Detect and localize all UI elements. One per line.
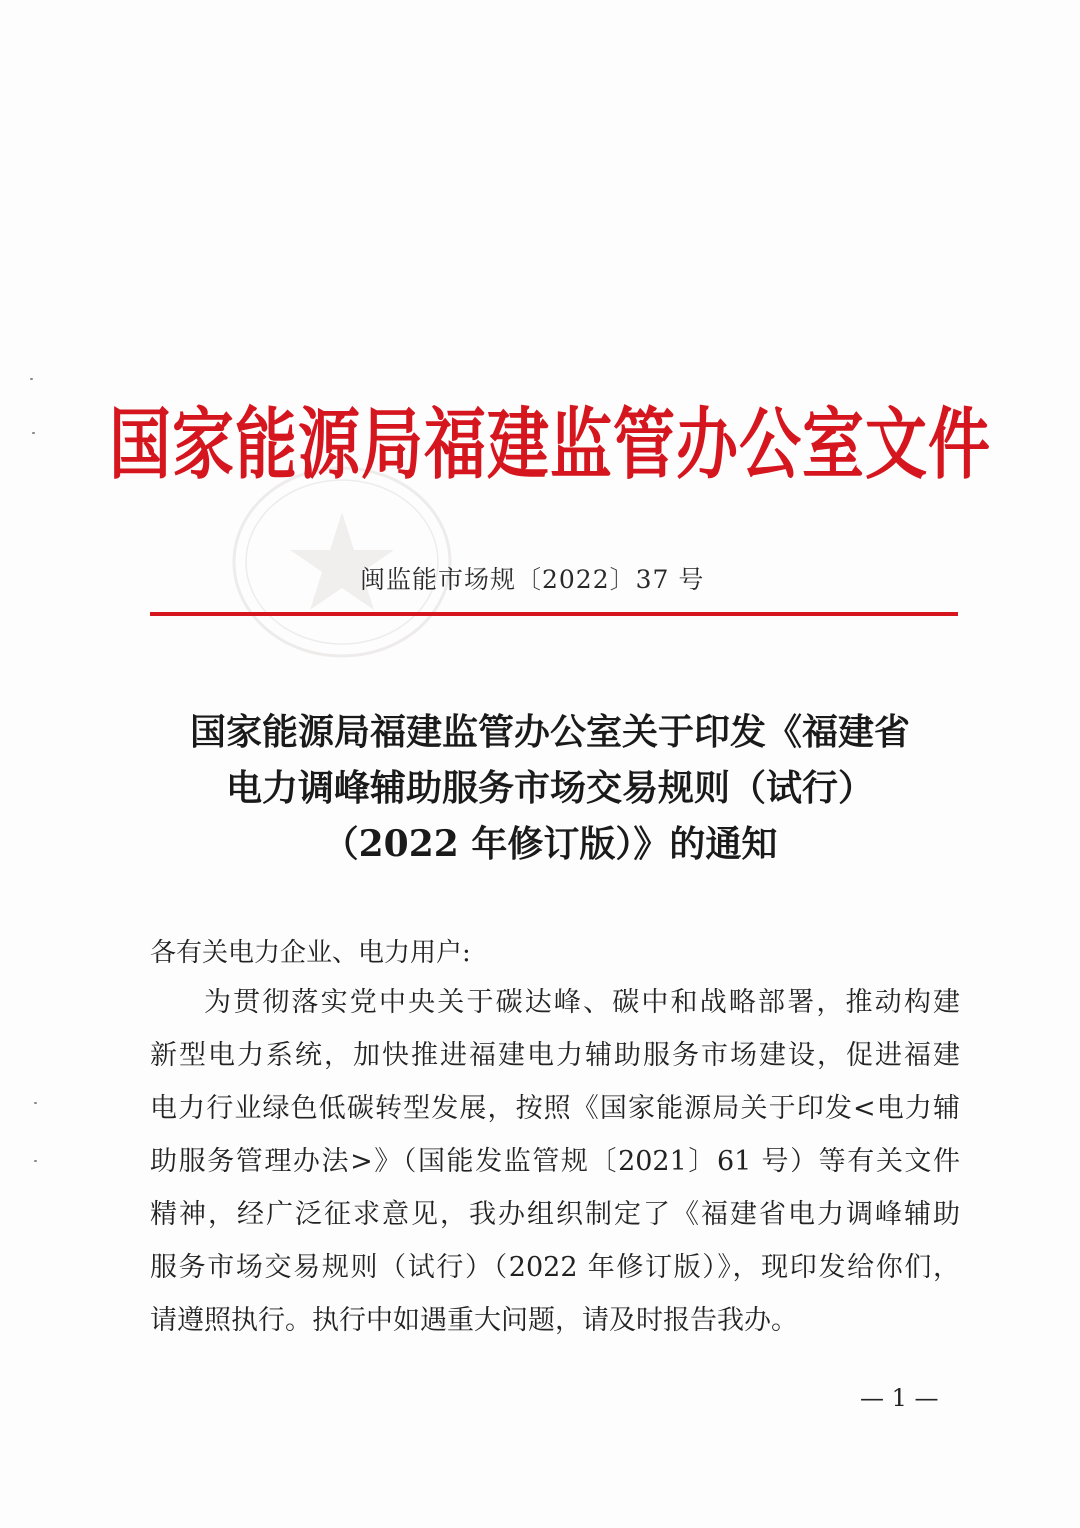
document-header-title: 国家能源局福建监管办公室文件: [109, 397, 992, 489]
body-line: 服务市场交易规则（试行）（2022 年修订版）》，现印发给你们，: [150, 1252, 960, 1283]
scan-speck: [30, 378, 33, 380]
header-red-divider: [150, 612, 958, 616]
body-line: 电力行业绿色低碳转型发展，按照《国家能源局关于印发<电力辅: [150, 1093, 960, 1124]
document-number: 闽监能市场规〔2022〕37 号: [360, 565, 705, 594]
notice-title-line: 国家能源局福建监管办公室关于印发《福建省: [189, 711, 910, 753]
notice-title: [120, 704, 980, 872]
body-line: 请遵照执行。执行中如遇重大问题，请及时报告我办。: [150, 1305, 798, 1336]
body-paragraph: [150, 976, 960, 1347]
scan-speck: [34, 1102, 37, 1104]
salutation: 各有关电力企业、电力用户:: [150, 938, 471, 968]
body-line: 为贯彻落实党中央关于碳达峰、碳中和战略部署，推动构建: [204, 987, 960, 1018]
body-line: 精神，经广泛征求意见，我办组织制定了《福建省电力调峰辅助: [150, 1199, 960, 1230]
notice-title-line: 电力调峰辅助服务市场交易规则（试行）: [225, 767, 874, 809]
notice-title-line: （2022 年修订版）》的通知: [322, 823, 778, 865]
scan-speck: [32, 432, 35, 434]
scan-speck: [34, 1160, 37, 1162]
page-number: — 1 —: [860, 1384, 939, 1412]
body-line: 新型电力系统，加快推进福建电力辅助服务市场建设，促进福建: [150, 1040, 960, 1071]
body-line: 助服务管理办法>》（国能发监管规〔2021〕61 号）等有关文件: [150, 1146, 960, 1177]
